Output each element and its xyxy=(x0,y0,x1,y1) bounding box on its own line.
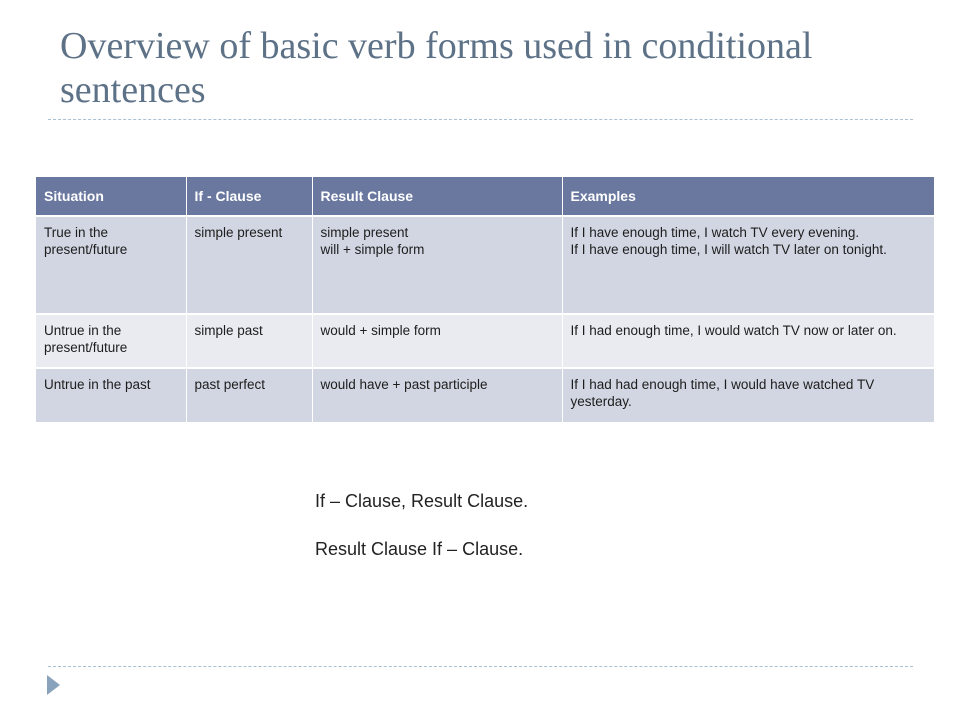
example-line: If I had enough time, I would watch TV now or later on. xyxy=(570,323,897,338)
situation-cell: Untrue in the present/future xyxy=(36,314,186,368)
slide-title: Overview of basic verb forms used in conditional sentences xyxy=(60,25,813,111)
if-clause-cell: simple past xyxy=(186,314,312,368)
result-clause-line: would have + past participle xyxy=(320,377,488,392)
title-divider xyxy=(48,119,913,120)
examples-cell xyxy=(562,216,934,314)
sentence-patterns xyxy=(315,490,528,560)
table-row xyxy=(36,314,934,368)
example-line: If I have enough time, I watch TV every evening. xyxy=(570,225,860,240)
examples-cell xyxy=(562,368,934,422)
header-examples: Examples xyxy=(562,177,934,216)
result-clause-cell xyxy=(312,368,562,422)
triangle-arrow-icon xyxy=(47,675,60,695)
pattern-result-first: Result Clause If – Clause. xyxy=(315,539,524,559)
conditionals-table xyxy=(36,177,934,422)
result-clause-cell xyxy=(312,314,562,368)
example-line: If I have enough time, I will watch TV later on tonight. xyxy=(570,242,887,257)
header-if-clause: If - Clause xyxy=(186,177,312,216)
result-clause-line: will + simple form xyxy=(320,242,425,257)
result-clause-line: would + simple form xyxy=(320,323,441,338)
table-header-row xyxy=(36,177,934,216)
header-result-clause: Result Clause xyxy=(312,177,562,216)
table-row xyxy=(36,368,934,422)
footer-divider xyxy=(48,666,913,667)
table-row xyxy=(36,216,934,314)
situation-cell: Untrue in the past xyxy=(36,368,186,422)
result-clause-cell xyxy=(312,216,562,314)
result-clause-line: simple present xyxy=(320,225,409,240)
if-clause-cell: past perfect xyxy=(186,368,312,422)
situation-cell: True in the present/future xyxy=(36,216,186,314)
example-line: If I had had enough time, I would have watched TV yesterday. xyxy=(570,377,875,409)
header-situation: Situation xyxy=(36,177,186,216)
examples-cell xyxy=(562,314,934,368)
if-clause-cell: simple present xyxy=(186,216,312,314)
pattern-if-first: If – Clause, Result Clause. xyxy=(315,491,529,511)
